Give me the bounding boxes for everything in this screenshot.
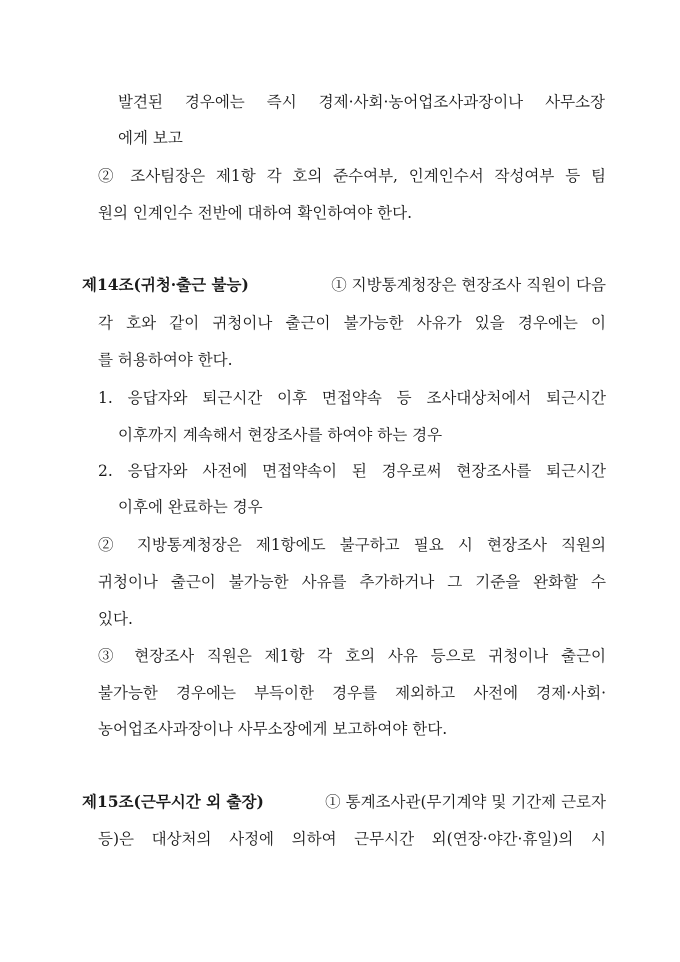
art14-para3-line-1: ③ 현장조사 직원은 제1항 각 호의 사유 등으로 귀청이나 출근이 [98,647,606,665]
art15-line-1-text: ① 통계조사관(무기계약 및 기간제 근로자 [325,793,606,811]
art14-line-2: 각 호와 같이 귀청이나 출근이 불가능한 사유가 있을 경우에는 이 [98,314,606,332]
art14-para3-line-2: 불가능한 경우에는 부득이한 경우를 제외하고 사전에 경제·사회· [98,684,606,702]
art13-para2-line-1: ② 조사팀장은 제1항 각 호의 준수여부, 인계인수서 작성여부 등 팀 [98,167,606,185]
art13-line-2: 에게 보고 [118,129,183,147]
art14-item2-line-1: 2. 응답자와 사전에 면접약속이 된 경우로써 현장조사를 퇴근시간 [98,462,606,480]
art15-line-2: 등)은 대상처의 사정에 의하여 근무시간 외(연장·야간·휴일)의 시 [98,830,606,848]
art14-item1-line-1: 1. 응답자와 퇴근시간 이후 면접약속 등 조사대상처에서 퇴근시간 [98,389,606,407]
art14-line-1-text: ① 지방통계청장은 현장조사 직원이 다음 [331,276,606,294]
art14-line-3: 를 허용하여야 한다. [98,351,233,369]
art15-first-line [82,792,606,812]
art14-first-line [82,275,606,295]
art14-item1-line-2: 이후까지 계속해서 현장조사를 하여야 하는 경우 [118,426,443,444]
art15-heading: 제15조(근무시간 외 출장) [82,792,264,811]
art14-para2-line-2: 귀청이나 출근이 불가능한 사유를 추가하거나 그 기준을 완화할 수 [98,573,606,591]
art14-item2-line-2: 이후에 완료하는 경우 [118,498,263,516]
art14-heading: 제14조(귀청·출근 불능) [82,275,249,294]
art13-para2-line-2: 원의 인계인수 전반에 대하여 확인하여야 한다. [98,204,413,222]
art14-para2-line-1: ② 지방통계청장은 제1항에도 불구하고 필요 시 현장조사 직원의 [98,536,606,554]
art14-para3-line-3: 농어업조사과장이나 사무소장에게 보고하여야 한다. [98,720,448,738]
art14-para2-line-3: 있다. [98,610,133,628]
art13-line-1: 발견된 경우에는 즉시 경제·사회·농어업조사과장이나 사무소장 [118,93,605,111]
